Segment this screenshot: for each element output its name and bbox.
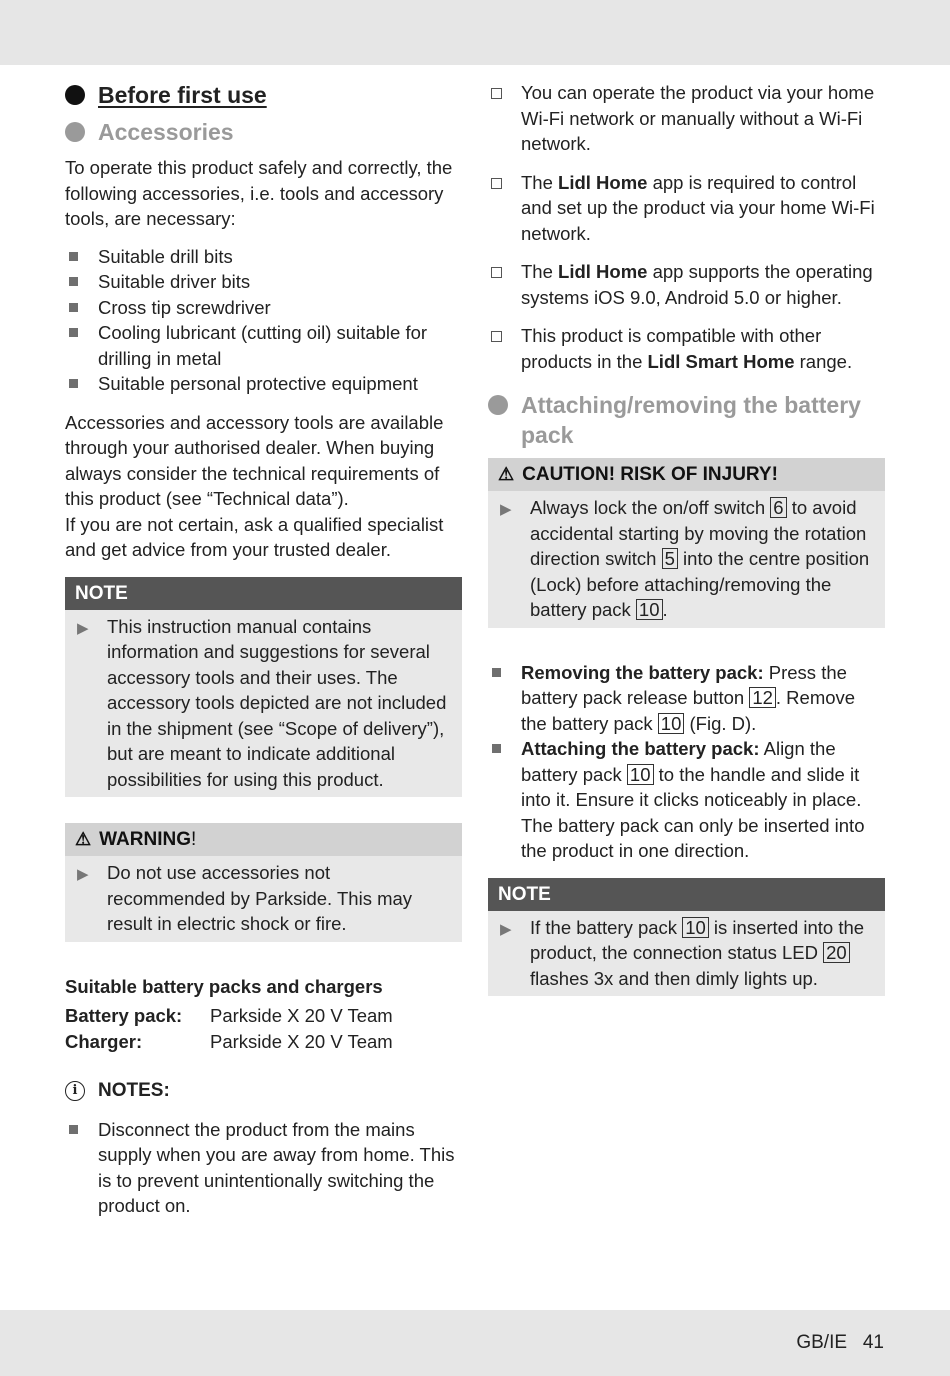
arrow-right-icon: ▶ [500, 920, 512, 938]
caution-title: CAUTION! RISK OF INJURY! [522, 464, 778, 485]
part-number: 5 [662, 548, 678, 569]
list-item: Suitable drill bits [65, 244, 462, 270]
uncertain-paragraph: If you are not certain, ask a qualified specialist and get advice from your trusted dealer. [65, 513, 444, 560]
note-title: NOTE [65, 577, 462, 610]
warning-triangle-icon: ⚠ [498, 464, 515, 484]
arrow-right-icon: ▶ [77, 619, 89, 637]
part-number: 20 [823, 942, 850, 963]
right-column [488, 80, 885, 996]
arrow-right-icon: ▶ [500, 501, 512, 518]
accessories-list [65, 244, 462, 397]
left-column [65, 80, 462, 1219]
subsection-heading-accessories: Accessories [65, 117, 462, 147]
features-list [488, 80, 885, 374]
warning-triangle-icon: ⚠ [75, 829, 92, 849]
battery-section-title: Suitable battery packs and chargers [65, 975, 383, 997]
info-icon: i [65, 1081, 85, 1101]
note-title: NOTE [488, 878, 885, 911]
header-band [0, 0, 950, 65]
section-heading-before-first-use: Before first use [65, 80, 462, 110]
part-number: 10 [658, 713, 685, 734]
warning-title: WARNING [99, 829, 191, 850]
battery-pack-row: Battery pack: Parkside X 20 V Team [65, 1005, 393, 1026]
list-item: The Lidl Home app supports the operating systems iOS 9.0, Android 5.0 or higher. [488, 259, 885, 310]
bullet-dot-icon [65, 85, 85, 105]
part-number: 6 [770, 497, 786, 518]
bullet-dot-icon [65, 122, 85, 142]
part-number: 10 [627, 764, 654, 785]
subsection-heading-attach: Attaching/removing the battery pack [488, 390, 885, 450]
warning-box: ⚠ WARNING ! ▶ Do not use accessories not recommended by Parkside. This may result in electric shock or fire. [65, 823, 462, 942]
bullet-dot-icon [488, 395, 508, 415]
notes-list [65, 1117, 462, 1219]
availability-paragraph: Accessories and accessory tools are available through your authorised dealer. When buying always consider the technical requirements of this product (see “Technical data”). [65, 411, 444, 509]
warning-text: Do not use accessories not recommended by Parkside. This may result in electric shock or fire. [107, 862, 413, 934]
part-number: 10 [636, 599, 663, 620]
list-item: Attaching the battery pack: Align the battery pack 10 to the handle and slide it into it. Ensure it clicks noticeably in place. The battery pack can only be inserted into the product in one direction. [488, 736, 885, 864]
list-item: Suitable driver bits [65, 269, 462, 295]
intro-paragraph: To operate this product safely and correctly, the following accessories, i.e. tools and accessory tools, are necessary: [65, 157, 453, 229]
note-box [65, 577, 462, 798]
list-item: Removing the battery pack: Press the battery pack release button 12 . Remove the battery pack 10 (Fig. D). [488, 660, 885, 737]
notes-heading: i NOTES: [65, 1078, 462, 1104]
note-text: If the battery pack 10 is inserted into the product, the connection status LED 20 flashes 3x and then dimly lights up. [530, 916, 865, 989]
note-box [488, 878, 885, 997]
list-item: Cooling lubricant (cutting oil) suitable for drilling in metal [65, 320, 462, 371]
list-item: The Lidl Home app is required to control and set up the product via your home Wi-Fi network. [488, 170, 885, 247]
part-number: 10 [682, 917, 709, 938]
list-item: You can operate the product via your home Wi-Fi network or manually without a Wi-Fi network. [488, 80, 885, 157]
list-item: Suitable personal protective equipment [65, 371, 462, 397]
page-number: GB/IE 41 [796, 1332, 884, 1353]
charger-row: Charger: Parkside X 20 V Team [65, 1030, 393, 1052]
caution-text: Always lock the on/off switch 6 to avoid accidental starting by moving the rotation direction switch 5 into the centre position (Lock) before attaching/removing the battery pack 10 . [530, 497, 870, 620]
list-item: This product is compatible with other products in the Lidl Smart Home range. [488, 323, 885, 374]
list-item: Cross tip screwdriver [65, 295, 462, 321]
note-text: This instruction manual contains information and suggestions for several accessory tools and their uses. The accessory tools depicted are not included in the shipment (see “Scope of delivery”), but are meant to indicate additional possibilities for using this product. [107, 615, 447, 790]
caution-box [488, 458, 885, 628]
arrow-right-icon: ▶ [77, 866, 89, 883]
part-number: 12 [749, 687, 776, 708]
battery-steps-list [488, 660, 885, 864]
list-item: Disconnect the product from the mains supply when you are away from home. This is to prevent unintentionally switching the product on. [65, 1117, 462, 1219]
